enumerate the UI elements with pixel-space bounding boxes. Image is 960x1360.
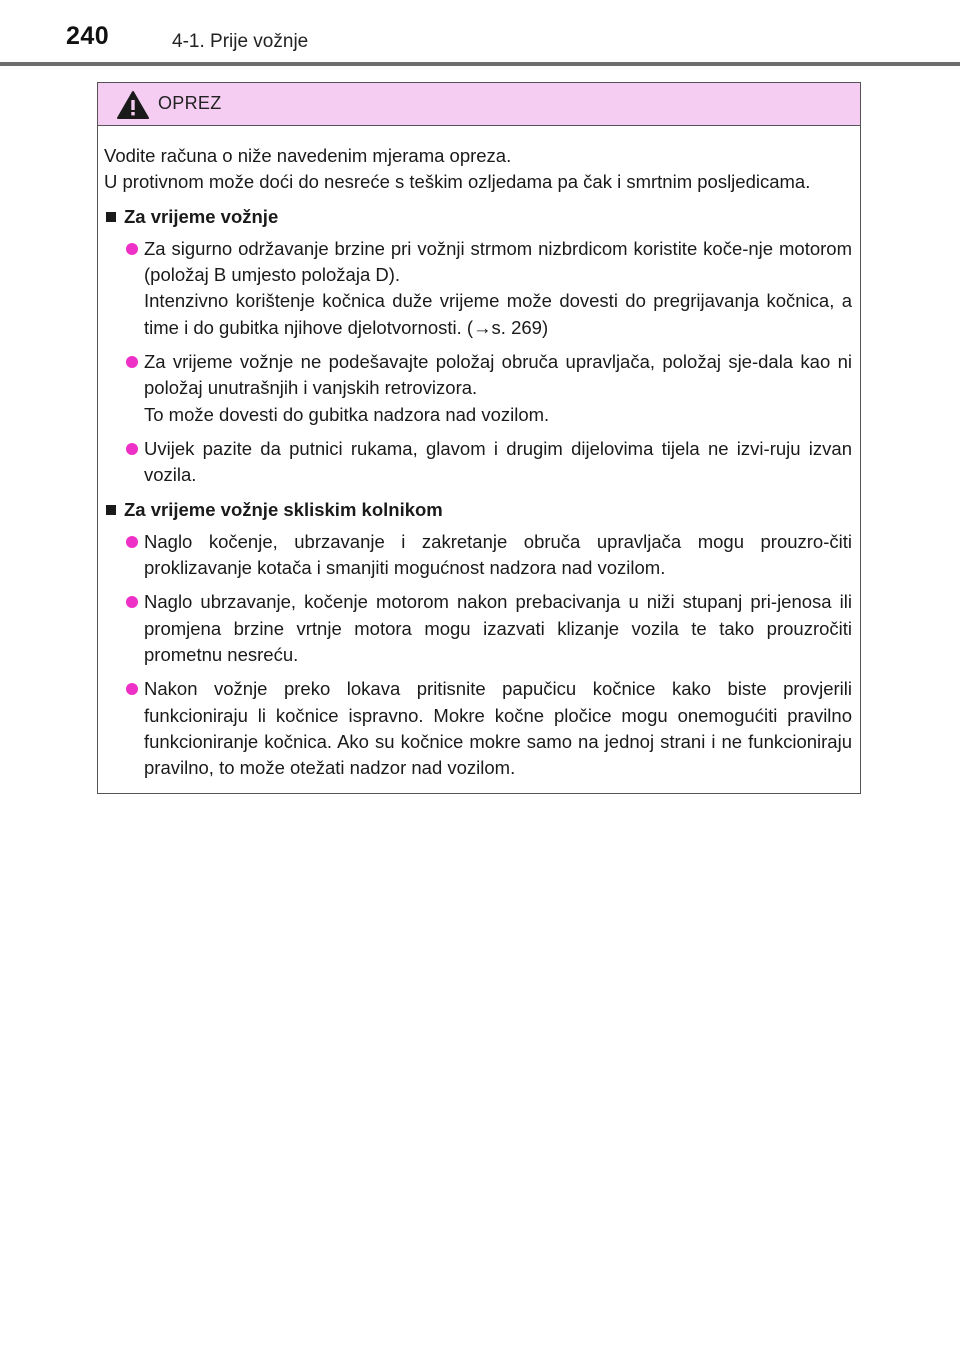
bullet-dot-icon [126,596,138,608]
subheading [104,204,852,230]
subheading-text: Za vrijeme vožnje skliskim kolnikom [124,498,443,520]
warning-triangle-icon [116,90,150,120]
intro-line: U protivnom može doći do nesreće s teškim ozljedama pa čak i smrtnim posljedicama. [104,171,811,193]
bullet-dot-icon [126,243,138,255]
bullet-dot-icon [126,536,138,548]
caution-group-driving [104,204,852,489]
list-item [104,676,852,781]
list-item [104,529,852,582]
section-title: 4-1. Prije vožnje [172,31,309,52]
intro-line: Vodite računa o niže navedenim mjerama opreza. [104,145,512,166]
list-item [104,236,852,341]
subheading [104,497,852,523]
caution-intro [104,143,852,196]
item-paragraph: Za vrijeme vožnje ne podešavajte položaj obruča upravljača, položaj sje-dala kao ni položaj unutrašnjih i vanjskih retrovizora. [144,351,852,399]
square-bullet-icon [106,505,116,515]
caution-group-slippery [104,497,852,782]
bullet-dot-icon [126,356,138,368]
item-paragraph: Uvijek pazite da putnici rukama, glavom i drugim dijelovima tijela ne izvi-ruju izvan vozila. [144,437,852,486]
header-divider [0,62,960,66]
subheading-text: Za vrijeme vožnje [124,205,279,227]
page-header [0,0,960,66]
bullet-dot-icon [126,683,138,695]
bullet-dot-icon [126,443,138,455]
caution-body [98,126,860,782]
list-item [104,589,852,668]
list-item [104,349,852,428]
page-number: 240 [66,22,110,50]
caution-title: OPREZ [158,93,222,113]
caution-box [97,82,861,794]
square-bullet-icon [106,212,116,222]
item-paragraph: Nakon vožnje preko lokava pritisnite papučicu kočnice kako biste provjerili funkcioniraju li kočnice ispravno. Mokre kočne pločice mogu onemogućiti pravilno funkcioniranje kočnica. Ako su kočnice mokre samo na jednoj strani i ne funkcioniraju pravilno, to može otežati nadzor nad vozilom. [144,678,852,779]
item-paragraph: Za sigurno održavanje brzine pri vožnji strmom nizbrdicom koristite koče-nje motorom (položaj B umjesto položaja D). [144,237,852,286]
item-paragraph: Naglo ubrzavanje, kočenje motorom nakon prebacivanja u niži stupanj pri-jenosa ili promjena brzine vrtnje motora mogu izazvati klizanje vozila te tako prouzročiti prometnu nesreću. [144,591,852,666]
item-paragraph: Intenzivno korištenje kočnica duže vrijeme može dovesti do pregrijavanja kočnica, a time i do gubitka njihove djelotvornosti. (→s. 269) [144,290,852,338]
list-item [104,436,852,489]
item-paragraph: To može dovesti do gubitka nadzora nad vozilom. [144,403,550,425]
item-paragraph: Naglo kočenje, ubrzavanje i zakretanje obruča upravljača mogu prouzro-čiti proklizavanje kotača i smanjiti mogućnost nadzora nad vozilom. [144,530,852,579]
caution-header [98,83,860,126]
